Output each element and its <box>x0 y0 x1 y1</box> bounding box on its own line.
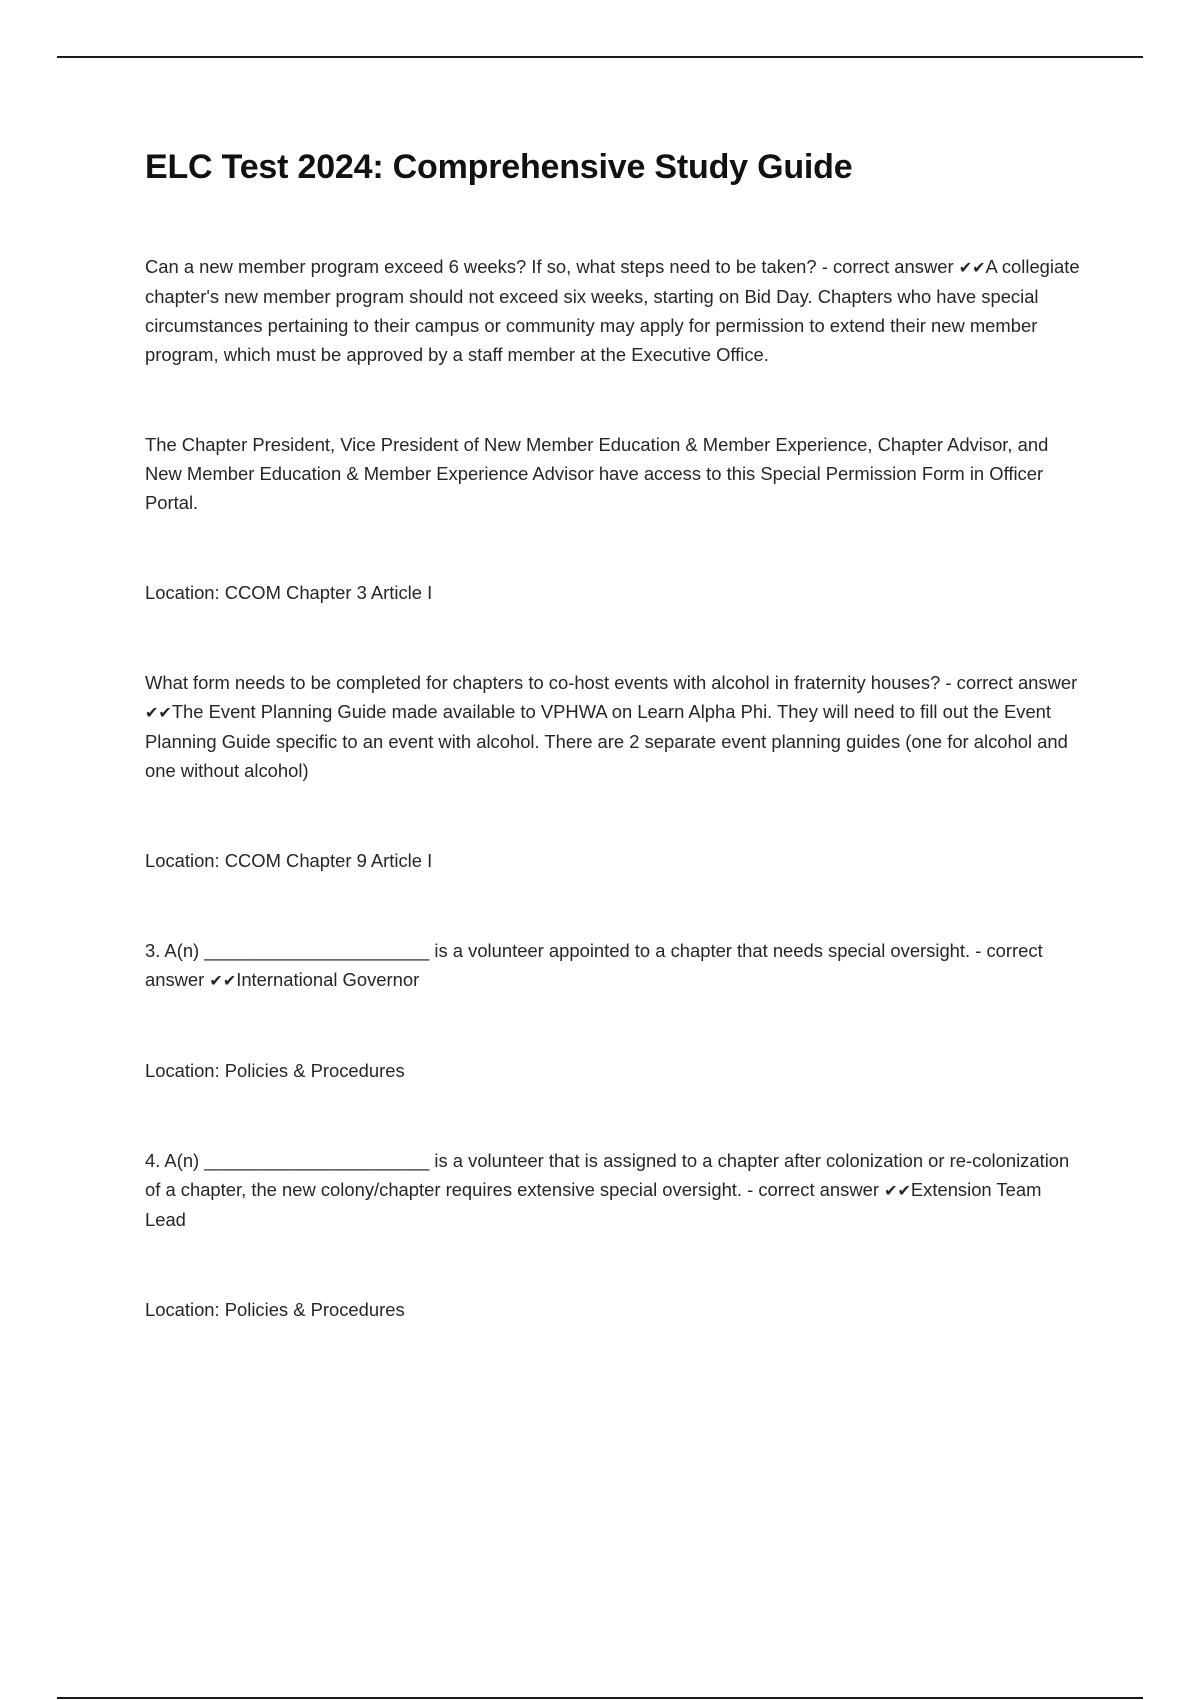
header-rule <box>57 56 1143 58</box>
location-line <box>145 846 1085 875</box>
footer-rule <box>57 1697 1143 1699</box>
paragraph-text: Can a new member program exceed 6 weeks? If so, what steps need to be taken? - correct answer <box>145 256 959 277</box>
paragraph-text: What form needs to be completed for chapters to co-host events with alcohol in fraternity houses? - correct answer <box>145 672 1078 693</box>
location-text: Location: CCOM Chapter 3 Article I <box>145 582 433 603</box>
paragraph-text: The Chapter President, Vice President of New Member Education & Member Experience, Chapter Advisor, and New Member Education & Member Experience Advisor have access to this Special Permission Form in Officer Portal. <box>145 434 1049 513</box>
document-title: ELC Test 2024: Comprehensive Study Guide <box>145 148 853 186</box>
checkmark-icon: ✔✔ <box>958 258 986 277</box>
answer-text: The Event Planning Guide made available to VPHWA on Learn Alpha Phi. They will need to fill out the Event Planning Guide specific to an event with alcohol. There are 2 separate event planning guides (one for alcohol and one without alcohol) <box>145 701 1068 781</box>
checkmark-icon: ✔✔ <box>145 703 172 722</box>
location-text: Location: CCOM Chapter 9 Article I <box>145 850 433 871</box>
location-line <box>145 578 1085 607</box>
paragraph-text: 4. A(n) ______________________ is a volunteer that is assigned to a chapter after colonization or re-colonization of a chapter, the new colony/chapter requires extensive special oversight. - correct answer <box>145 1150 1070 1200</box>
paragraph-text: 3. A(n) ______________________ is a volunteer appointed to a chapter that needs special oversight. - correct answer <box>145 940 1043 990</box>
answer-text: A collegiate chapter's new member program should not exceed six weeks, starting on Bid Day. Chapters who have special circumstances pertaining to their campus or community may apply for permission to extend their new member program, which must be approved by a staff member at the Executive Office. <box>145 256 1080 365</box>
answer-text: International Governor <box>236 969 420 990</box>
paragraph-permission-form <box>145 430 1085 517</box>
qa-paragraph-new-member-program <box>145 252 1085 369</box>
location-text: Location: Policies & Procedures <box>145 1060 405 1081</box>
location-text: Location: Policies & Procedures <box>145 1299 405 1320</box>
checkmark-icon: ✔✔ <box>884 1181 911 1200</box>
document-body <box>145 148 1085 1385</box>
qa-paragraph-event-form <box>145 668 1085 785</box>
qa-paragraph-question-3 <box>145 936 1085 995</box>
qa-paragraph-question-4 <box>145 1146 1085 1234</box>
location-line <box>145 1056 1085 1085</box>
answer-text: Extension Team Lead <box>145 1179 1042 1230</box>
checkmark-icon: ✔✔ <box>209 971 237 990</box>
location-line <box>145 1295 1085 1324</box>
